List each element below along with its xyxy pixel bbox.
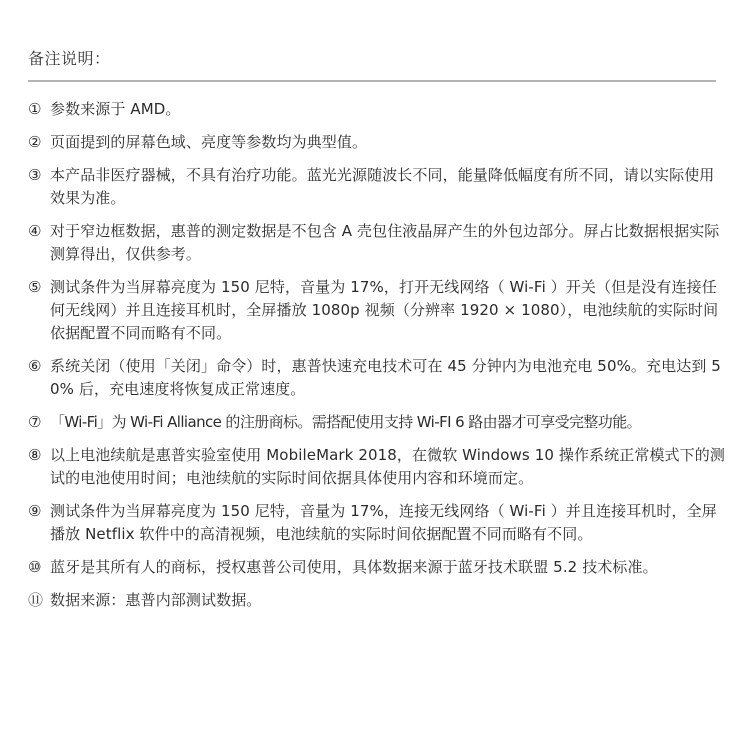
note-text: 页面提到的屏幕色域、亮度等参数均为典型值。	[50, 133, 368, 151]
note-item-3	[28, 164, 728, 210]
note-text: 参数来源于 AMD。	[50, 100, 181, 118]
page-title: 备注说明：	[28, 49, 111, 68]
note-number: ⑩	[28, 558, 42, 576]
note-item-9	[28, 500, 728, 546]
note-text: 「Wi-Fi」为 Wi-Fi Alliance 的注册商标。需搭配使用支持 Wi-FI 6 路由器才可享受完整功能。	[50, 413, 641, 431]
note-item-1	[28, 98, 728, 121]
note-number: ⑦	[28, 413, 42, 431]
note-number: ②	[28, 133, 42, 151]
note-number: ⑪	[28, 591, 44, 609]
note-number: ③	[28, 166, 42, 184]
note-number: ⑧	[28, 446, 42, 464]
note-item-7	[28, 411, 728, 434]
note-item-10	[28, 556, 728, 579]
note-number: ①	[28, 100, 42, 118]
note-text: 对于窄边框数据，惠普的测定数据是不包含 A 壳包住液晶屏产生的外包边部分。屏占比数据根据实际测算得出，仅供参考。	[50, 222, 720, 263]
note-text: 本产品非医疗器械，不具有治疗功能。蓝光光源随波长不同，能量降低幅度有所不同，请以实际使用效果为准。	[50, 166, 715, 207]
note-item-6	[28, 355, 728, 401]
note-text: 数据来源：惠普内部测试数据。	[50, 591, 262, 609]
note-item-11	[28, 589, 728, 612]
note-text: 蓝牙是其所有人的商标，授权惠普公司使用，具体数据来源于蓝牙技术联盟 5.2 技术标准。	[50, 558, 658, 576]
note-text: 以上电池续航是惠普实验室使用 MobileMark 2018，在微软 Windows 10 操作系统正常模式下的测试的电池使用时间；电池续航的实际时间依据具体使用内容和环境而定。	[50, 446, 725, 487]
note-item-2	[28, 131, 728, 154]
note-item-8	[28, 444, 728, 490]
note-number: ④	[28, 222, 42, 240]
note-text: 测试条件为当屏幕亮度为 150 尼特，音量为 17%，打开无线网络（ Wi-Fi ）开关（但是没有连接任何无线网）并且连接耳机时，全屏播放 1080p 视频（分辨率 1920 × 1080），电池续航的实际时间依据配置不同而略有不同。	[50, 278, 719, 342]
note-text: 测试条件为当屏幕亮度为 150 尼特，音量为 17%，连接无线网络（ Wi-Fi ）并且连接耳机时，全屏播放 Netflix 软件中的高清视频，电池续航的实际时间依据配置不同而略有不同。	[50, 502, 717, 543]
note-item-4	[28, 220, 728, 266]
notes-list	[28, 98, 728, 622]
note-item-5	[28, 276, 728, 345]
title-divider	[28, 80, 716, 82]
note-text: 系统关闭（使用「关闭」命令）时，惠普快速充电技术可在 45 分钟内为电池充电 50%。充电达到 50% 后，充电速度将恢复成正常速度。	[50, 357, 721, 398]
note-number: ⑤	[28, 278, 42, 296]
note-number: ⑨	[28, 502, 42, 520]
note-number: ⑥	[28, 357, 42, 375]
